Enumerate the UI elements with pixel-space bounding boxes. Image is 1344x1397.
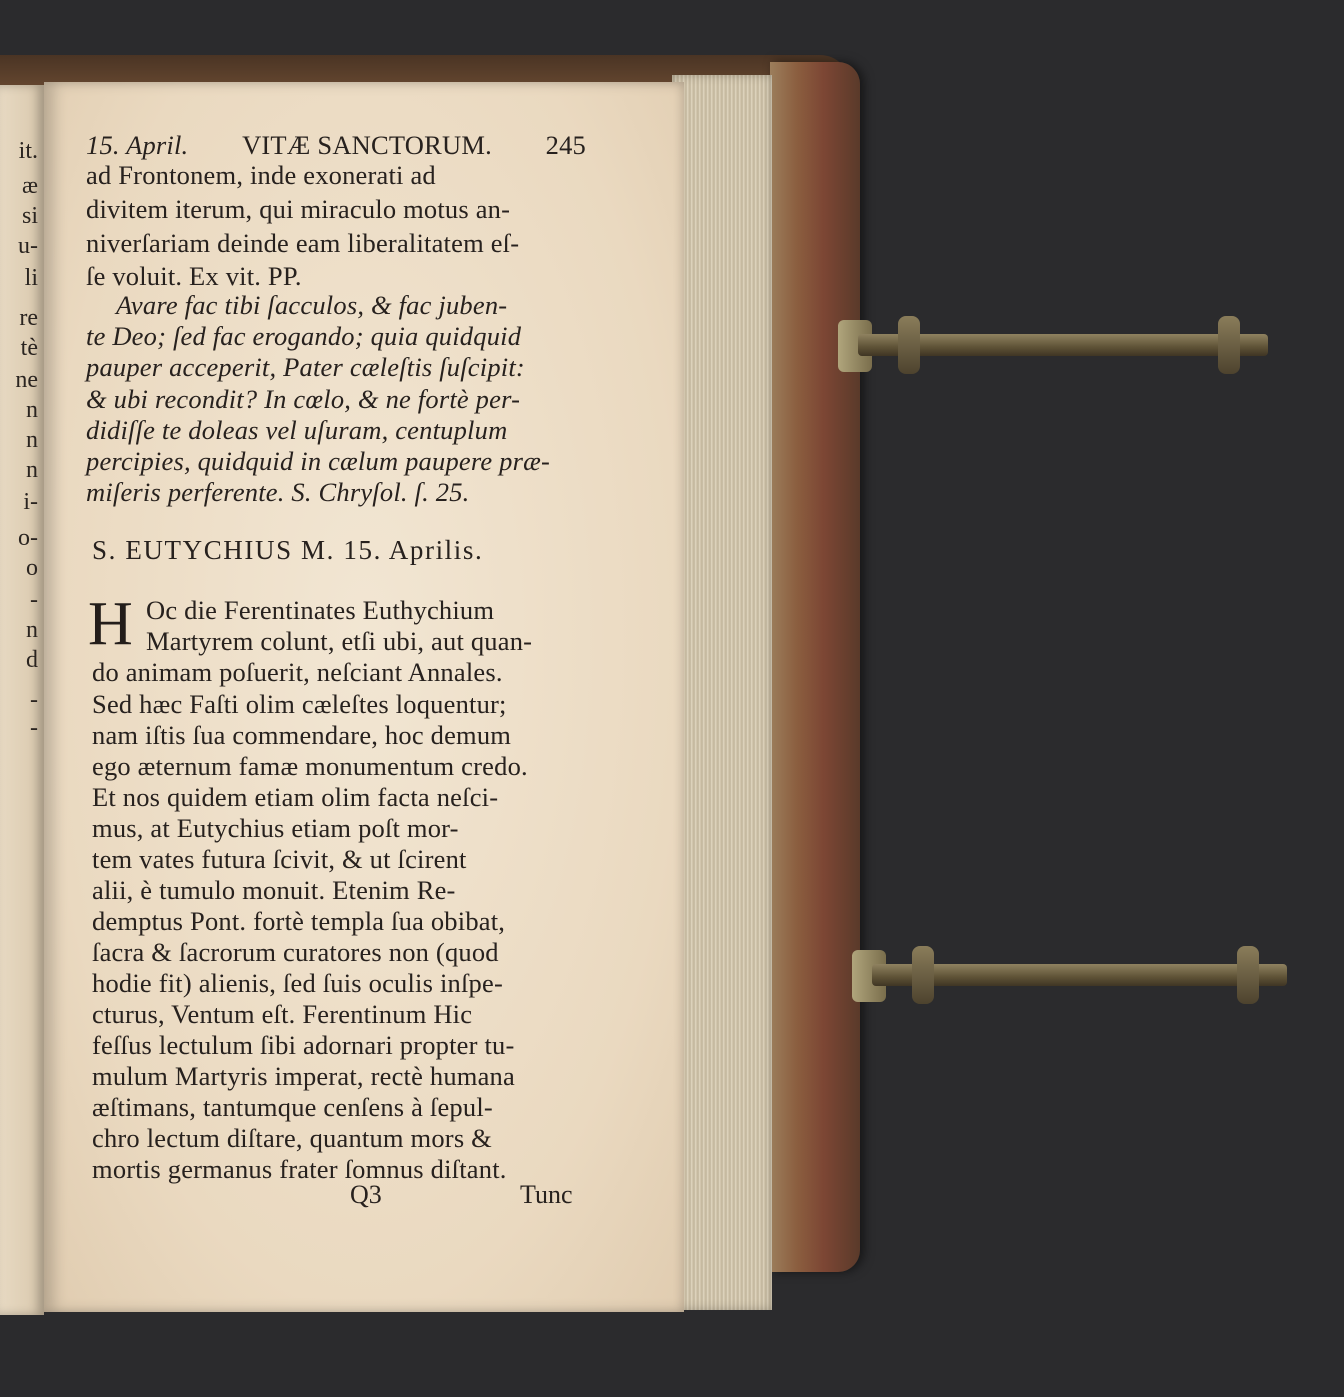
lower-clasp	[872, 958, 1287, 992]
quote-line: percipies, quidquid in cælum paupere præ-	[86, 446, 551, 476]
lower-clasp-knob	[912, 946, 934, 1004]
text-line: ſe voluit. Ex vit. PP.	[86, 261, 302, 291]
quote-line: pauper acceperit, Pater cæleſtis ſuſcipit:	[86, 352, 525, 382]
body-line: mus, at Eutychius etiam poſt mor-	[92, 813, 459, 843]
left-page-edge	[0, 85, 44, 1315]
page-fore-edge	[672, 75, 772, 1310]
quote-line: didiſſe te doleas vel uſuram, centuplum	[86, 415, 508, 445]
text-line: divitem iterum, qui miraculo motus an-	[86, 194, 511, 224]
running-head-date: 15. April.	[86, 130, 189, 160]
body-line: ego æternum famæ monumentum credo.	[92, 751, 528, 781]
body-line: mortis germanus frater ſomnus diſtant.	[92, 1154, 507, 1184]
body-line: chro lectum diſtare, quantum mors &	[92, 1123, 492, 1153]
left-page-fragment: -	[30, 587, 38, 613]
text-line: niverſariam deinde eam liberalitatem eſ-	[86, 228, 520, 258]
body-line: mulum Martyris imperat, rectè humana	[92, 1061, 515, 1091]
left-page-fragment: o	[26, 555, 38, 581]
running-head	[86, 130, 586, 161]
book-cover-side	[770, 62, 860, 1272]
page-number: 245	[545, 130, 586, 160]
body-line: tem vates futura ſcivit, & ut ſcirent	[92, 844, 467, 874]
left-page-fragment: n	[26, 427, 38, 453]
upper-clasp-knob	[898, 316, 920, 374]
section-heading: S. EUTYCHIUS M. 15. Aprilis.	[92, 535, 484, 565]
body-line: ſacra & ſacrorum curatores non (quod	[92, 937, 499, 967]
body-line: alii, è tumulo monuit. Etenim Re-	[92, 875, 456, 905]
lower-clasp-bar	[872, 964, 1287, 986]
body-line: Sed hæc Faſti olim cæleſtes loquentur;	[92, 689, 507, 719]
body-line: Martyrem colunt, etſi ubi, aut quan-	[146, 626, 533, 656]
left-page-fragment: n	[26, 457, 38, 483]
body-line: feſſus lectulum ſibi adornari propter tu-	[92, 1030, 515, 1060]
body-line: nam iſtis ſua commendare, hoc demum	[92, 720, 512, 750]
quote-line: Avare fac tibi ſacculos, & fac juben-	[116, 290, 508, 320]
lower-clasp-knob	[1237, 946, 1259, 1004]
left-page-fragment: -	[30, 715, 38, 741]
left-page-fragment: re	[19, 305, 38, 331]
left-page-fragment: d	[26, 647, 38, 673]
body-line: Et nos quidem etiam olim facta neſci-	[92, 782, 499, 812]
quote-line: miſeris perferente. S. Chryſol. ſ. 25.	[86, 477, 470, 507]
quote-line: te Deo; ſed fac erogando; quia quidquid	[86, 321, 522, 351]
catchword: Tunc	[520, 1180, 573, 1209]
upper-clasp	[858, 328, 1268, 362]
left-page-fragment: si	[21, 203, 38, 229]
left-page-fragment: ne	[15, 367, 38, 393]
body-line: hodie fit) alienis, ſed ſuis oculis inſpe-	[92, 968, 503, 998]
left-page-fragment: it.	[18, 138, 38, 164]
body-line: cturus, Ventum eſt. Ferentinum Hic	[92, 999, 473, 1029]
left-page-fragment: n	[26, 617, 38, 643]
left-page-fragment: o-	[18, 525, 38, 551]
signature-mark: Q3	[350, 1180, 382, 1209]
left-page-fragment: i-	[23, 489, 38, 515]
left-page-fragment: -	[30, 687, 38, 713]
left-page-fragment: li	[24, 265, 38, 291]
upper-clasp-knob	[1218, 316, 1240, 374]
left-page-fragment: u-	[18, 233, 38, 259]
drop-cap: H	[88, 590, 133, 658]
left-page-fragment: tè	[20, 335, 38, 361]
body-line: do animam poſuerit, neſciant Annales.	[92, 657, 503, 687]
quote-line: & ubi recondit? In cœlo, & ne fortè per-	[86, 384, 521, 414]
left-page-fragment: æ	[21, 173, 38, 199]
running-head-title: VITÆ SANCTORUM.	[242, 130, 492, 160]
text-line: ad Frontonem, inde exonerati ad	[86, 160, 436, 190]
left-page-fragment: n	[26, 397, 38, 423]
body-line: Oc die Ferentinates Euthychium	[146, 595, 495, 625]
body-line: demptus Pont. fortè templa ſua obibat,	[92, 906, 506, 936]
body-line: æſtimans, tantumque cenſens à ſepul-	[92, 1092, 493, 1122]
